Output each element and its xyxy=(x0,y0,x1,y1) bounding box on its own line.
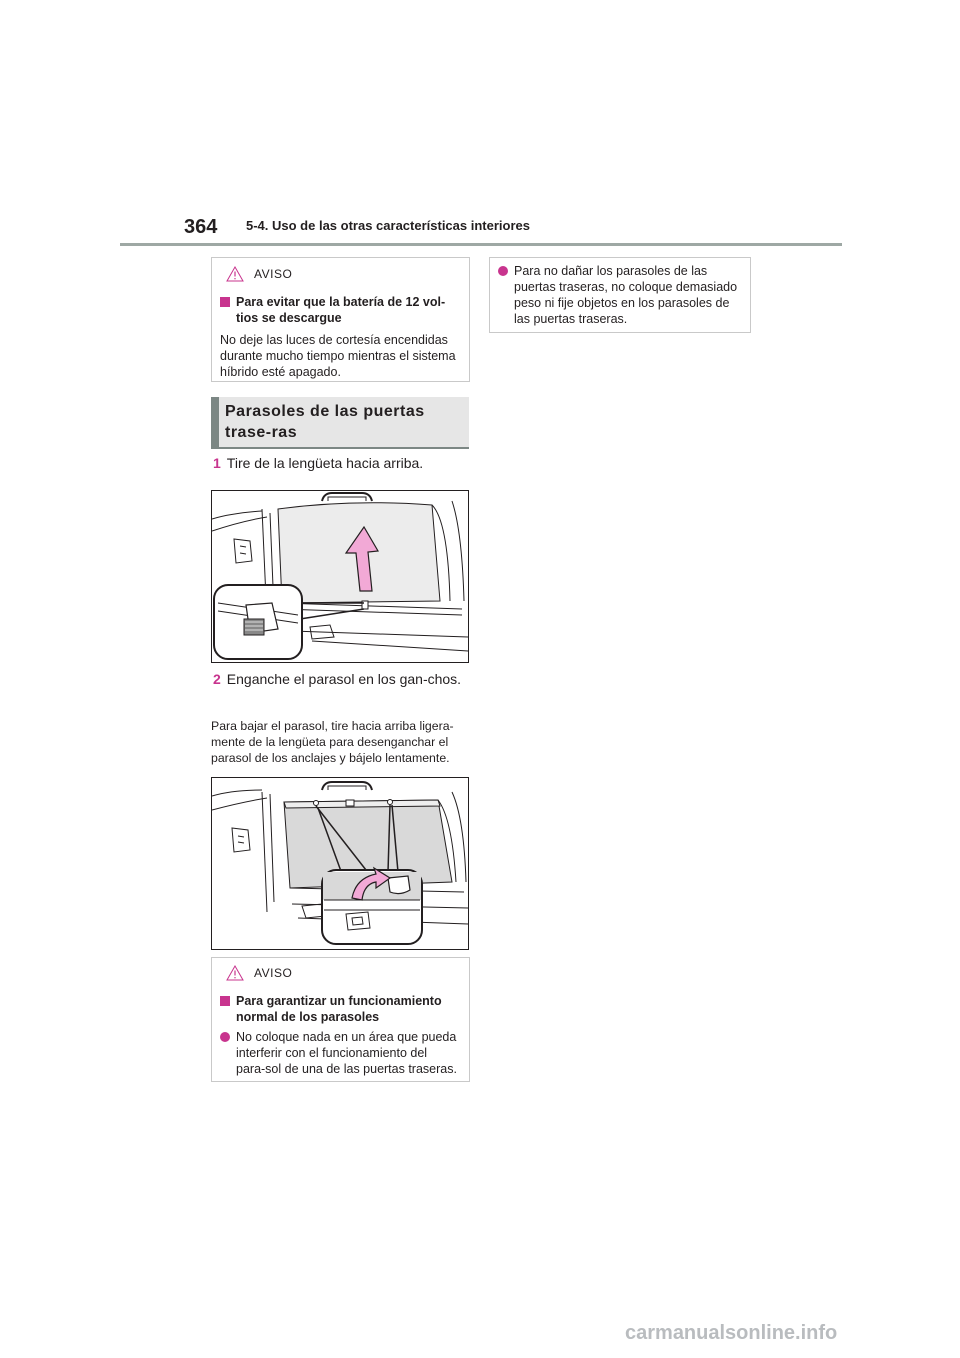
heading-accent-bar xyxy=(211,397,219,447)
warning-triangle-icon xyxy=(226,266,244,282)
warning-bullet xyxy=(498,263,740,327)
watermark: carmanualsonline.info xyxy=(625,1322,838,1344)
step-text: Tire de la lengüeta hacia arriba. xyxy=(226,455,424,471)
section-title: 5-4. Uso de las otras características interiores xyxy=(246,218,530,233)
warning-bullet xyxy=(220,1029,459,1077)
warning-bullet-text: No coloque nada en un área que pueda interferir con el funcionamiento del para-sol de una de las puertas traseras. xyxy=(236,1030,457,1076)
heading-underline xyxy=(211,447,469,449)
illustration-pull-tab xyxy=(211,490,469,663)
step-text: Enganche el parasol en los gan-chos. xyxy=(226,671,462,687)
warning-header xyxy=(226,266,469,282)
step-2 xyxy=(213,668,469,690)
warning-box-continued xyxy=(489,257,751,333)
step-number: 2 xyxy=(213,671,221,687)
warning-header xyxy=(226,965,469,981)
warning-title-text: Para garantizar un funcionamiento normal de los parasoles xyxy=(236,994,442,1024)
warning-title xyxy=(220,294,459,326)
warning-triangle-icon xyxy=(226,965,244,981)
warning-box-battery xyxy=(211,257,470,382)
illustration-hooks xyxy=(211,777,469,950)
round-bullet-icon xyxy=(220,1032,230,1042)
warning-bullet-text: Para no dañar los parasoles de las puertas traseras, no coloque demasiado peso ni fije objetos en los parasoles de las puertas traseras. xyxy=(514,264,738,326)
warning-title xyxy=(220,993,459,1025)
page-number: 364 xyxy=(184,216,218,238)
step-1 xyxy=(213,452,469,474)
header-divider xyxy=(120,243,842,246)
heading-text: Parasoles de las puertas trase-ras xyxy=(225,403,425,441)
step-number: 1 xyxy=(213,455,221,471)
note-text: Para bajar el parasol, tire hacia arriba ligera-mente de la lengüeta para desenganchar el parasol de los anclajes y bájelo lentamente. xyxy=(211,719,454,765)
warning-label: AVISO xyxy=(254,966,293,980)
section-heading xyxy=(211,397,469,447)
warning-box-sunshade xyxy=(211,957,470,1082)
warning-label: AVISO xyxy=(254,267,293,281)
warning-text: No deje las luces de cortesía encendidas durante mucho tiempo mientras el sistema híbrido esté apagado. xyxy=(220,333,456,379)
round-bullet-icon xyxy=(498,266,508,276)
square-bullet-icon xyxy=(220,297,230,307)
warning-title-text: Para evitar que la batería de 12 vol-tios se descargue xyxy=(236,295,446,325)
square-bullet-icon xyxy=(220,996,230,1006)
